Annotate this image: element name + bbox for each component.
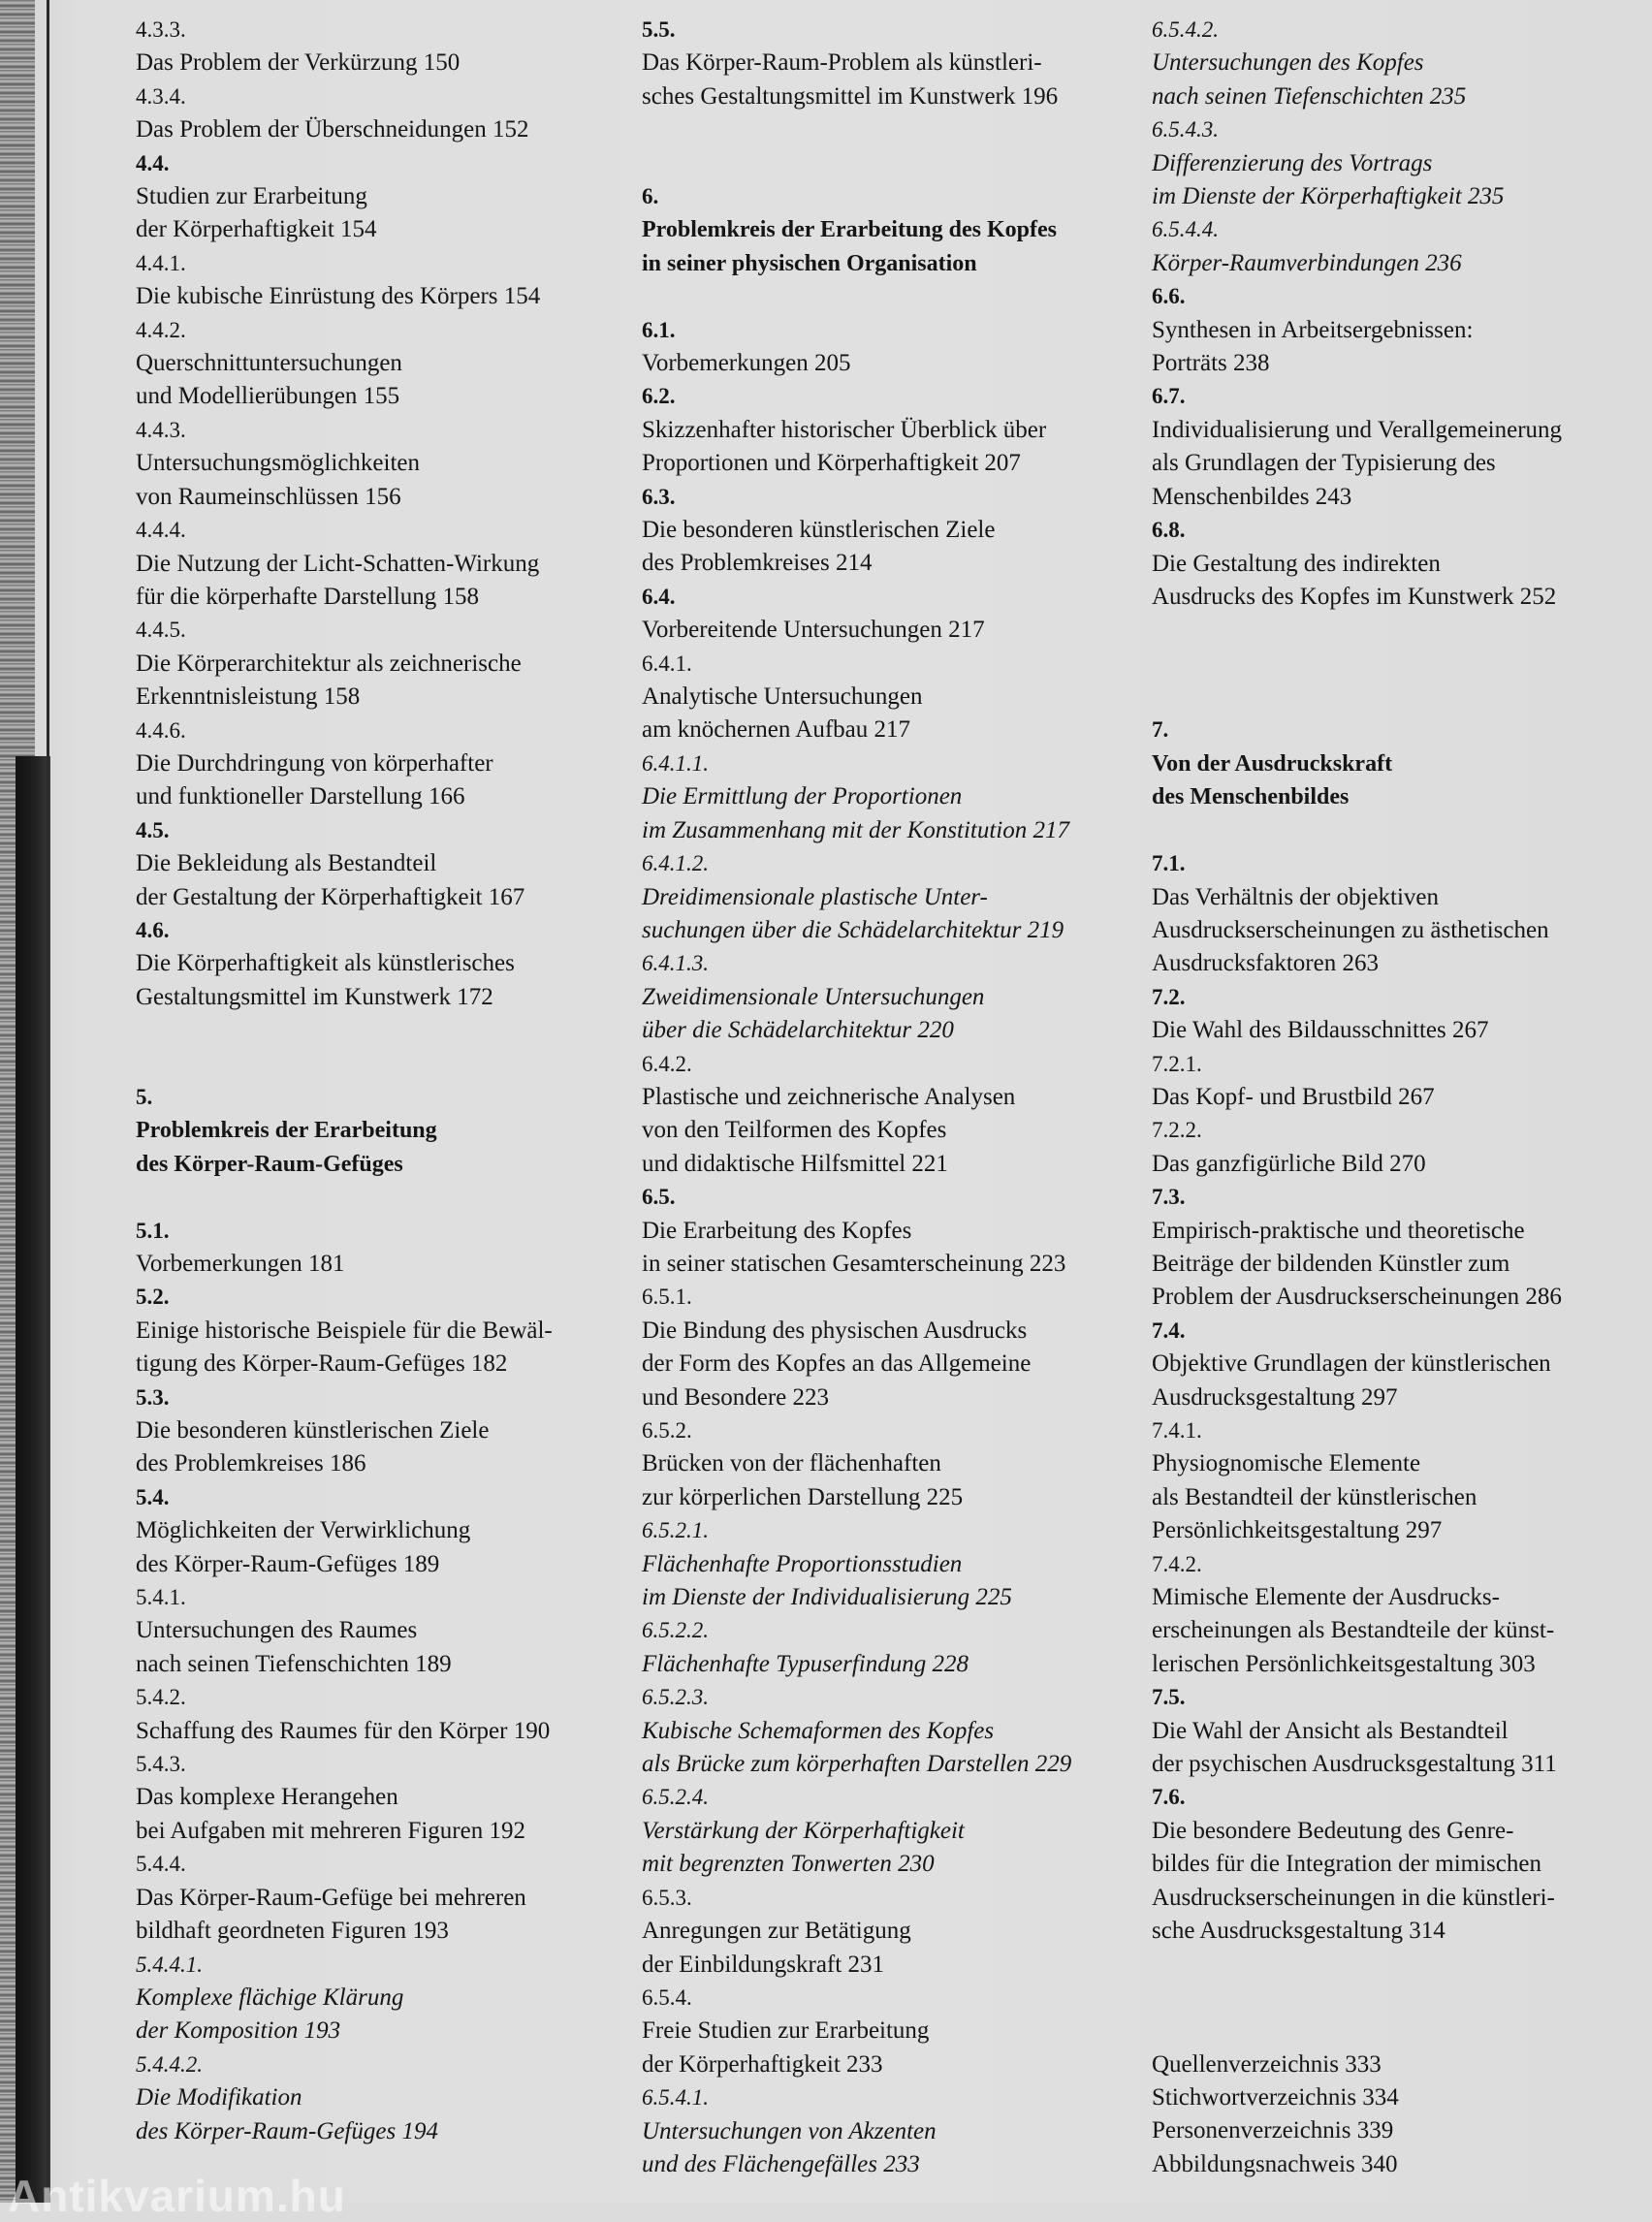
toc-section-number: 6.8. [1152, 518, 1186, 543]
toc-section-number: 6.5.2.4. [642, 1785, 709, 1810]
toc-section-number: 6.4.1.3. [642, 951, 709, 976]
spacer [642, 113, 1146, 146]
toc-section-number: 6.5. [642, 1185, 676, 1210]
toc-entry-title: Die Bekleidung als Bestandteil [136, 850, 437, 877]
toc-section-number: 6.4.1.2. [642, 851, 709, 876]
toc-section-number: 7.1. [1152, 851, 1186, 876]
toc-section-number: 6.2. [642, 384, 676, 409]
toc-section-number: 6.4.1.1. [642, 750, 709, 776]
toc-entry-title: Das Problem der Verkürzung 150 [136, 49, 461, 77]
toc-entry-title: lerischen Persönlichkeitsgestaltung 303 [1152, 1650, 1536, 1677]
toc-entry-title: bei Aufgaben mit mehreren Figuren 192 [136, 1817, 525, 1844]
toc-entry-title: Persönlichkeitsgestaltung 297 [1152, 1517, 1443, 1544]
toc-entry-title: und des Flächengefälles 233 [642, 2150, 920, 2177]
toc-entry-title: Erkenntnisleistung 158 [136, 683, 361, 711]
toc-column-1 [136, 14, 640, 2148]
toc-entry-title: Skizzenhafter historischer Überblick über [642, 416, 1047, 443]
toc-entry-title: nach seinen Tiefenschichten 189 [136, 1650, 452, 1677]
toc-section-number: 5.4.2. [136, 1685, 186, 1710]
toc-chapter-heading: Problemkreis der Erarbeitung [136, 1118, 437, 1144]
toc-entry-title: Die Körperarchitektur als zeichnerische [136, 650, 522, 677]
toc-entry-title: Die Bindung des physischen Ausdrucks [642, 1317, 1028, 1344]
toc-entry-title: Verstärkung der Körperhaftigkeit [642, 1817, 965, 1844]
toc-entry-title: Die Erarbeitung des Kopfes [642, 1217, 912, 1244]
toc-entry-title: Personenverzeichnis 339 [1152, 2117, 1394, 2144]
toc-entry-title: am knöchernen Aufbau 217 [642, 716, 911, 744]
toc-entry-title: erscheinungen als Bestandteile der künst- [1152, 1617, 1555, 1644]
toc-entry-title: Ausdrucksgestaltung 297 [1152, 1383, 1398, 1411]
spacer [1152, 681, 1652, 714]
toc-entry-title: des Körper-Raum-Gefüges 194 [136, 2117, 438, 2144]
toc-entry-title: der Komposition 193 [136, 2017, 341, 2045]
toc-chapter-heading: Von der Ausdruckskraft [1152, 750, 1393, 777]
spine-shadow [16, 756, 50, 2203]
spacer [1152, 1949, 1652, 1982]
toc-section-number: 6.3. [642, 484, 676, 509]
toc-section-number: 7.2. [1152, 984, 1186, 1009]
toc-section-number: 6.4. [642, 584, 676, 609]
toc-section-number: 6.5.4.2. [1152, 17, 1219, 42]
toc-entry-title: Zweidimensionale Untersuchungen [642, 983, 985, 1010]
toc-entry-title: Freie Studien zur Erarbeitung [642, 2017, 930, 2045]
toc-entry-title: im Zusammenhang mit der Konstitution 217 [642, 816, 1069, 843]
toc-entry-title: und didaktische Hilfsmittel 221 [642, 1150, 948, 1177]
toc-section-number: 5.2. [136, 1285, 170, 1310]
toc-entry-title: Das Körper-Raum-Gefüge bei mehreren [136, 1884, 526, 1911]
toc-entry-title: Die Modifikation [136, 2084, 302, 2111]
toc-entry-title: Kubische Schemaformen des Kopfes [642, 1717, 995, 1744]
toc-entry-title: sches Gestaltungsmittel im Kunstwerk 196 [642, 82, 1059, 110]
toc-entry-title: Die Gestaltung des indirekten [1152, 550, 1441, 577]
toc-entry-title: Ausdruckserscheinungen zu ästhetischen [1152, 916, 1549, 943]
toc-entry-title: Die Ermittlung der Proportionen [642, 783, 963, 810]
toc-entry-title: über die Schädelarchitektur 220 [642, 1017, 954, 1044]
toc-chapter-heading: Problemkreis der Erarbeitung des Kopfes [642, 217, 1057, 243]
toc-entry-title: und Modellierübungen 155 [136, 383, 400, 410]
toc-chapter-heading: des Menschenbildes [1152, 784, 1350, 810]
toc-section-number: 7. [1152, 717, 1169, 743]
toc-section-number: 7.4. [1152, 1317, 1186, 1343]
spacer [1152, 614, 1652, 647]
toc-entry-title: als Brücke zum körperhaften Darstellen 229 [642, 1751, 1072, 1778]
toc-entry-title: der psychischen Ausdrucksgestaltung 311 [1152, 1751, 1557, 1778]
toc-entry-title: Vorbemerkungen 181 [136, 1250, 345, 1277]
toc-entry-title: zur körperlichen Darstellung 225 [642, 1483, 964, 1510]
toc-entry-title: als Bestandteil der künstlerischen [1152, 1483, 1477, 1510]
toc-entry-title: Abbildungsnachweis 340 [1152, 2150, 1398, 2177]
toc-section-number: 4.6. [136, 917, 170, 942]
toc-entry-title: Ausdruckserscheinungen in die künstleri- [1152, 1884, 1555, 1911]
toc-entry-title: Synthesen in Arbeitsergebnissen: [1152, 316, 1474, 343]
toc-section-number: 7.2.2. [1152, 1118, 1202, 1143]
spacer [642, 280, 1146, 313]
toc-section-number: 4.4.2. [136, 317, 186, 342]
toc-section-number: 6.5.2. [642, 1418, 692, 1444]
toc-entry-title: Ausdrucksfaktoren 263 [1152, 950, 1379, 977]
toc-entry-title: Brücken von der flächenhaften [642, 1450, 941, 1477]
toc-column-3 [1152, 14, 1652, 2181]
toc-entry-title: Die besonderen künstlerischen Ziele [136, 1417, 490, 1444]
spacer [1152, 1982, 1652, 2015]
toc-section-number: 4.3.3. [136, 17, 186, 42]
toc-entry-title: der Gestaltung der Körperhaftigkeit 167 [136, 883, 525, 910]
toc-entry-title: Stichwortverzeichnis 334 [1152, 2084, 1399, 2111]
toc-section-number: 5.4.4.1. [136, 1952, 203, 1977]
spacer [642, 147, 1146, 180]
toc-section-number: 5. [136, 1084, 153, 1109]
toc-entry-title: Individualisierung und Verallgemeinerung [1152, 416, 1563, 443]
toc-section-number: 6.5.4.1. [642, 2085, 709, 2111]
toc-entry-title: Ausdrucks des Kopfes im Kunstwerk 252 [1152, 583, 1557, 610]
toc-entry-title: Flächenhafte Typuserfindung 228 [642, 1650, 969, 1677]
spacer [136, 1181, 640, 1214]
toc-entry-title: Das Kopf- und Brustbild 267 [1152, 1083, 1435, 1110]
toc-section-number: 4.4.6. [136, 717, 186, 743]
toc-entry-title: Die Körperhaftigkeit als künstlerisches [136, 950, 515, 977]
toc-entry-title: Untersuchungen von Akzenten [642, 2117, 937, 2144]
toc-entry-title: Das Problem der Überschneidungen 152 [136, 116, 529, 143]
toc-entry-title: Das komplexe Herangehen [136, 1784, 398, 1811]
toc-entry-title: Untersuchungen des Raumes [136, 1617, 418, 1644]
toc-section-number: 6. [642, 184, 659, 208]
toc-entry-title: Studien zur Erarbeitung [136, 183, 367, 210]
toc-entry-title: Untersuchungsmöglichkeiten [136, 450, 420, 477]
toc-entry-title: Proportionen und Körperhaftigkeit 207 [642, 450, 1021, 477]
toc-section-number: 5.3. [136, 1384, 170, 1410]
toc-section-number: 4.3.4. [136, 83, 186, 109]
toc-section-number: 4.5. [136, 817, 170, 842]
toc-entry-title: Schaffung des Raumes für den Körper 190 [136, 1717, 551, 1744]
toc-entry-title: tigung des Körper-Raum-Gefüges 182 [136, 1350, 508, 1378]
toc-entry-title: nach seinen Tiefenschichten 235 [1152, 82, 1467, 110]
watermark-logo: Antikvarium.hu [8, 2171, 346, 2221]
toc-entry-title: von Raumeinschlüssen 156 [136, 483, 401, 510]
toc-entry-title: bildes für die Integration der mimischen [1152, 1851, 1541, 1878]
toc-entry-title: und Besondere 223 [642, 1383, 830, 1411]
toc-section-number: 6.5.4. [642, 1984, 692, 2010]
toc-entry-title: Das Verhältnis der objektiven [1152, 883, 1439, 910]
toc-chapter-heading: in seiner physischen Organisation [642, 250, 977, 276]
toc-entry-title: Anregungen zur Betätigung [642, 1918, 911, 1945]
toc-entry-title: im Dienste der Körperhaftigkeit 235 [1152, 183, 1505, 210]
toc-entry-title: der Körperhaftigkeit 154 [136, 216, 377, 243]
toc-section-number: 7.4.1. [1152, 1418, 1202, 1443]
spacer [136, 1048, 640, 1081]
toc-entry-title: Menschenbildes 243 [1152, 483, 1352, 510]
toc-entry-title: Untersuchungen des Kopfes [1152, 49, 1424, 77]
toc-section-number: 5.4.4.2. [136, 2051, 203, 2077]
toc-entry-title: Körper-Raumverbindungen 236 [1152, 249, 1462, 276]
toc-entry-title: Möglichkeiten der Verwirklichung [136, 1517, 471, 1544]
toc-entry-title: der Körperhaftigkeit 233 [642, 2050, 883, 2078]
toc-entry-title: des Problemkreises 214 [642, 550, 873, 577]
toc-entry-title: von den Teilformen des Kopfes [642, 1117, 947, 1144]
toc-entry-title: der Form des Kopfes an das Allgemeine [642, 1350, 1032, 1378]
toc-section-number: 6.1. [642, 317, 676, 342]
toc-entry-title: der Einbildungskraft 231 [642, 1951, 884, 1978]
toc-entry-title: Mimische Elemente der Ausdrucks- [1152, 1584, 1500, 1611]
toc-chapter-heading: des Körper-Raum-Gefüges [136, 1151, 403, 1177]
toc-entry-title: Problem der Ausdruckserscheinungen 286 [1152, 1284, 1562, 1311]
toc-entry-title: Flächenhafte Proportionsstudien [642, 1550, 963, 1577]
toc-entry-title: suchungen über die Schädelarchitektur 219 [642, 916, 1064, 943]
toc-section-number: 5.4.1. [136, 1585, 186, 1610]
toc-entry-title: Das Körper-Raum-Problem als künstleri- [642, 49, 1042, 77]
toc-entry-title: Die Wahl des Bildausschnittes 267 [1152, 1017, 1489, 1044]
toc-section-number: 6.7. [1152, 384, 1186, 409]
toc-section-number: 7.5. [1152, 1685, 1186, 1710]
toc-section-number: 7.6. [1152, 1785, 1186, 1810]
toc-entry-title: Quellenverzeichnis 333 [1152, 2050, 1382, 2078]
toc-entry-title: Vorbemerkungen 205 [642, 350, 851, 377]
toc-entry-title: Einige historische Beispiele für die Bewäl- [136, 1317, 553, 1344]
toc-entry-title: Die Durchdringung von körperhafter [136, 749, 493, 777]
toc-entry-title: Das ganzfigürliche Bild 270 [1152, 1150, 1426, 1177]
toc-section-number: 6.5.1. [642, 1285, 692, 1310]
toc-entry-title: Porträts 238 [1152, 350, 1270, 377]
toc-entry-title: Objektive Grundlagen der künstlerischen [1152, 1350, 1551, 1378]
toc-section-number: 7.3. [1152, 1185, 1186, 1210]
toc-entry-title: Beiträge der bildenden Künstler zum [1152, 1250, 1510, 1277]
toc-section-number: 4.4.4. [136, 518, 186, 543]
toc-section-number: 7.4.2. [1152, 1551, 1202, 1576]
toc-column-2 [642, 14, 1146, 2181]
spacer [1152, 814, 1652, 847]
toc-entry-title: des Körper-Raum-Gefüges 189 [136, 1550, 440, 1577]
toc-entry-title: Querschnittuntersuchungen [136, 350, 402, 377]
toc-entry-title: Die Wahl der Ansicht als Bestandteil [1152, 1717, 1509, 1744]
toc-section-number: 6.5.2.1. [642, 1518, 709, 1543]
toc-section-number: 6.5.4.3. [1152, 117, 1219, 143]
toc-section-number: 4.4. [136, 150, 170, 175]
toc-entry-title: Plastische und zeichnerische Analysen [642, 1083, 1016, 1110]
toc-section-number: 5.4.3. [136, 1752, 186, 1777]
toc-entry-title: sche Ausdrucksgestaltung 314 [1152, 1918, 1446, 1945]
toc-entry-title: Empirisch-praktische und theoretische [1152, 1217, 1525, 1244]
toc-section-number: 6.6. [1152, 284, 1186, 309]
toc-section-number: 6.5.2.2. [642, 1618, 709, 1643]
toc-section-number: 6.5.2.3. [642, 1685, 709, 1710]
spine-gutter-line [47, 0, 49, 2203]
toc-entry-title: Die Nutzung der Licht-Schatten-Wirkung [136, 550, 540, 577]
toc-section-number: 5.5. [642, 17, 676, 42]
toc-section-number: 5.4.4. [136, 1852, 186, 1877]
toc-entry-title: Dreidimensionale plastische Unter- [642, 883, 988, 910]
toc-entry-title: im Dienste der Individualisierung 225 [642, 1584, 1012, 1611]
toc-entry-title: mit begrenzten Tonwerten 230 [642, 1851, 935, 1878]
toc-entry-title: Analytische Untersuchungen [642, 683, 923, 711]
toc-entry-title: bildhaft geordneten Figuren 193 [136, 1918, 449, 1945]
toc-entry-title: des Problemkreises 186 [136, 1450, 366, 1477]
toc-entry-title: Die besonderen künstlerischen Ziele [642, 517, 996, 544]
toc-section-number: 6.5.4.4. [1152, 217, 1219, 242]
toc-entry-title: für die körperhafte Darstellung 158 [136, 583, 480, 610]
toc-section-number: 4.4.5. [136, 618, 186, 643]
toc-section-number: 4.4.3. [136, 417, 186, 442]
toc-entry-title: Die besondere Bedeutung des Genre- [1152, 1817, 1514, 1844]
toc-section-number: 6.4.1. [642, 651, 692, 676]
toc-entry-title: Die kubische Einrüstung des Körpers 154 [136, 283, 541, 310]
toc-entry-title: Komplexe flächige Klärung [136, 1984, 404, 2011]
toc-entry-title: und funktioneller Darstellung 166 [136, 783, 465, 810]
spacer [136, 1014, 640, 1047]
toc-entry-title: Vorbereitende Untersuchungen 217 [642, 617, 985, 644]
spacer [1152, 2015, 1652, 2047]
toc-section-number: 7.2.1. [1152, 1051, 1202, 1076]
toc-entry-title: in seiner statischen Gesamterscheinung 223 [642, 1250, 1066, 1277]
toc-section-number: 6.5.3. [642, 1885, 692, 1910]
toc-section-number: 5.1. [136, 1218, 170, 1243]
toc-entry-title: Differenzierung des Vortrags [1152, 149, 1433, 176]
spacer [1152, 648, 1652, 681]
toc-entry-title: als Grundlagen der Typisierung des [1152, 450, 1496, 477]
toc-section-number: 5.4. [136, 1484, 170, 1509]
toc-section-number: 6.4.2. [642, 1051, 692, 1076]
toc-entry-title: Gestaltungsmittel im Kunstwerk 172 [136, 983, 493, 1010]
toc-section-number: 4.4.1. [136, 250, 186, 275]
toc-entry-title: Physiognomische Elemente [1152, 1450, 1421, 1477]
